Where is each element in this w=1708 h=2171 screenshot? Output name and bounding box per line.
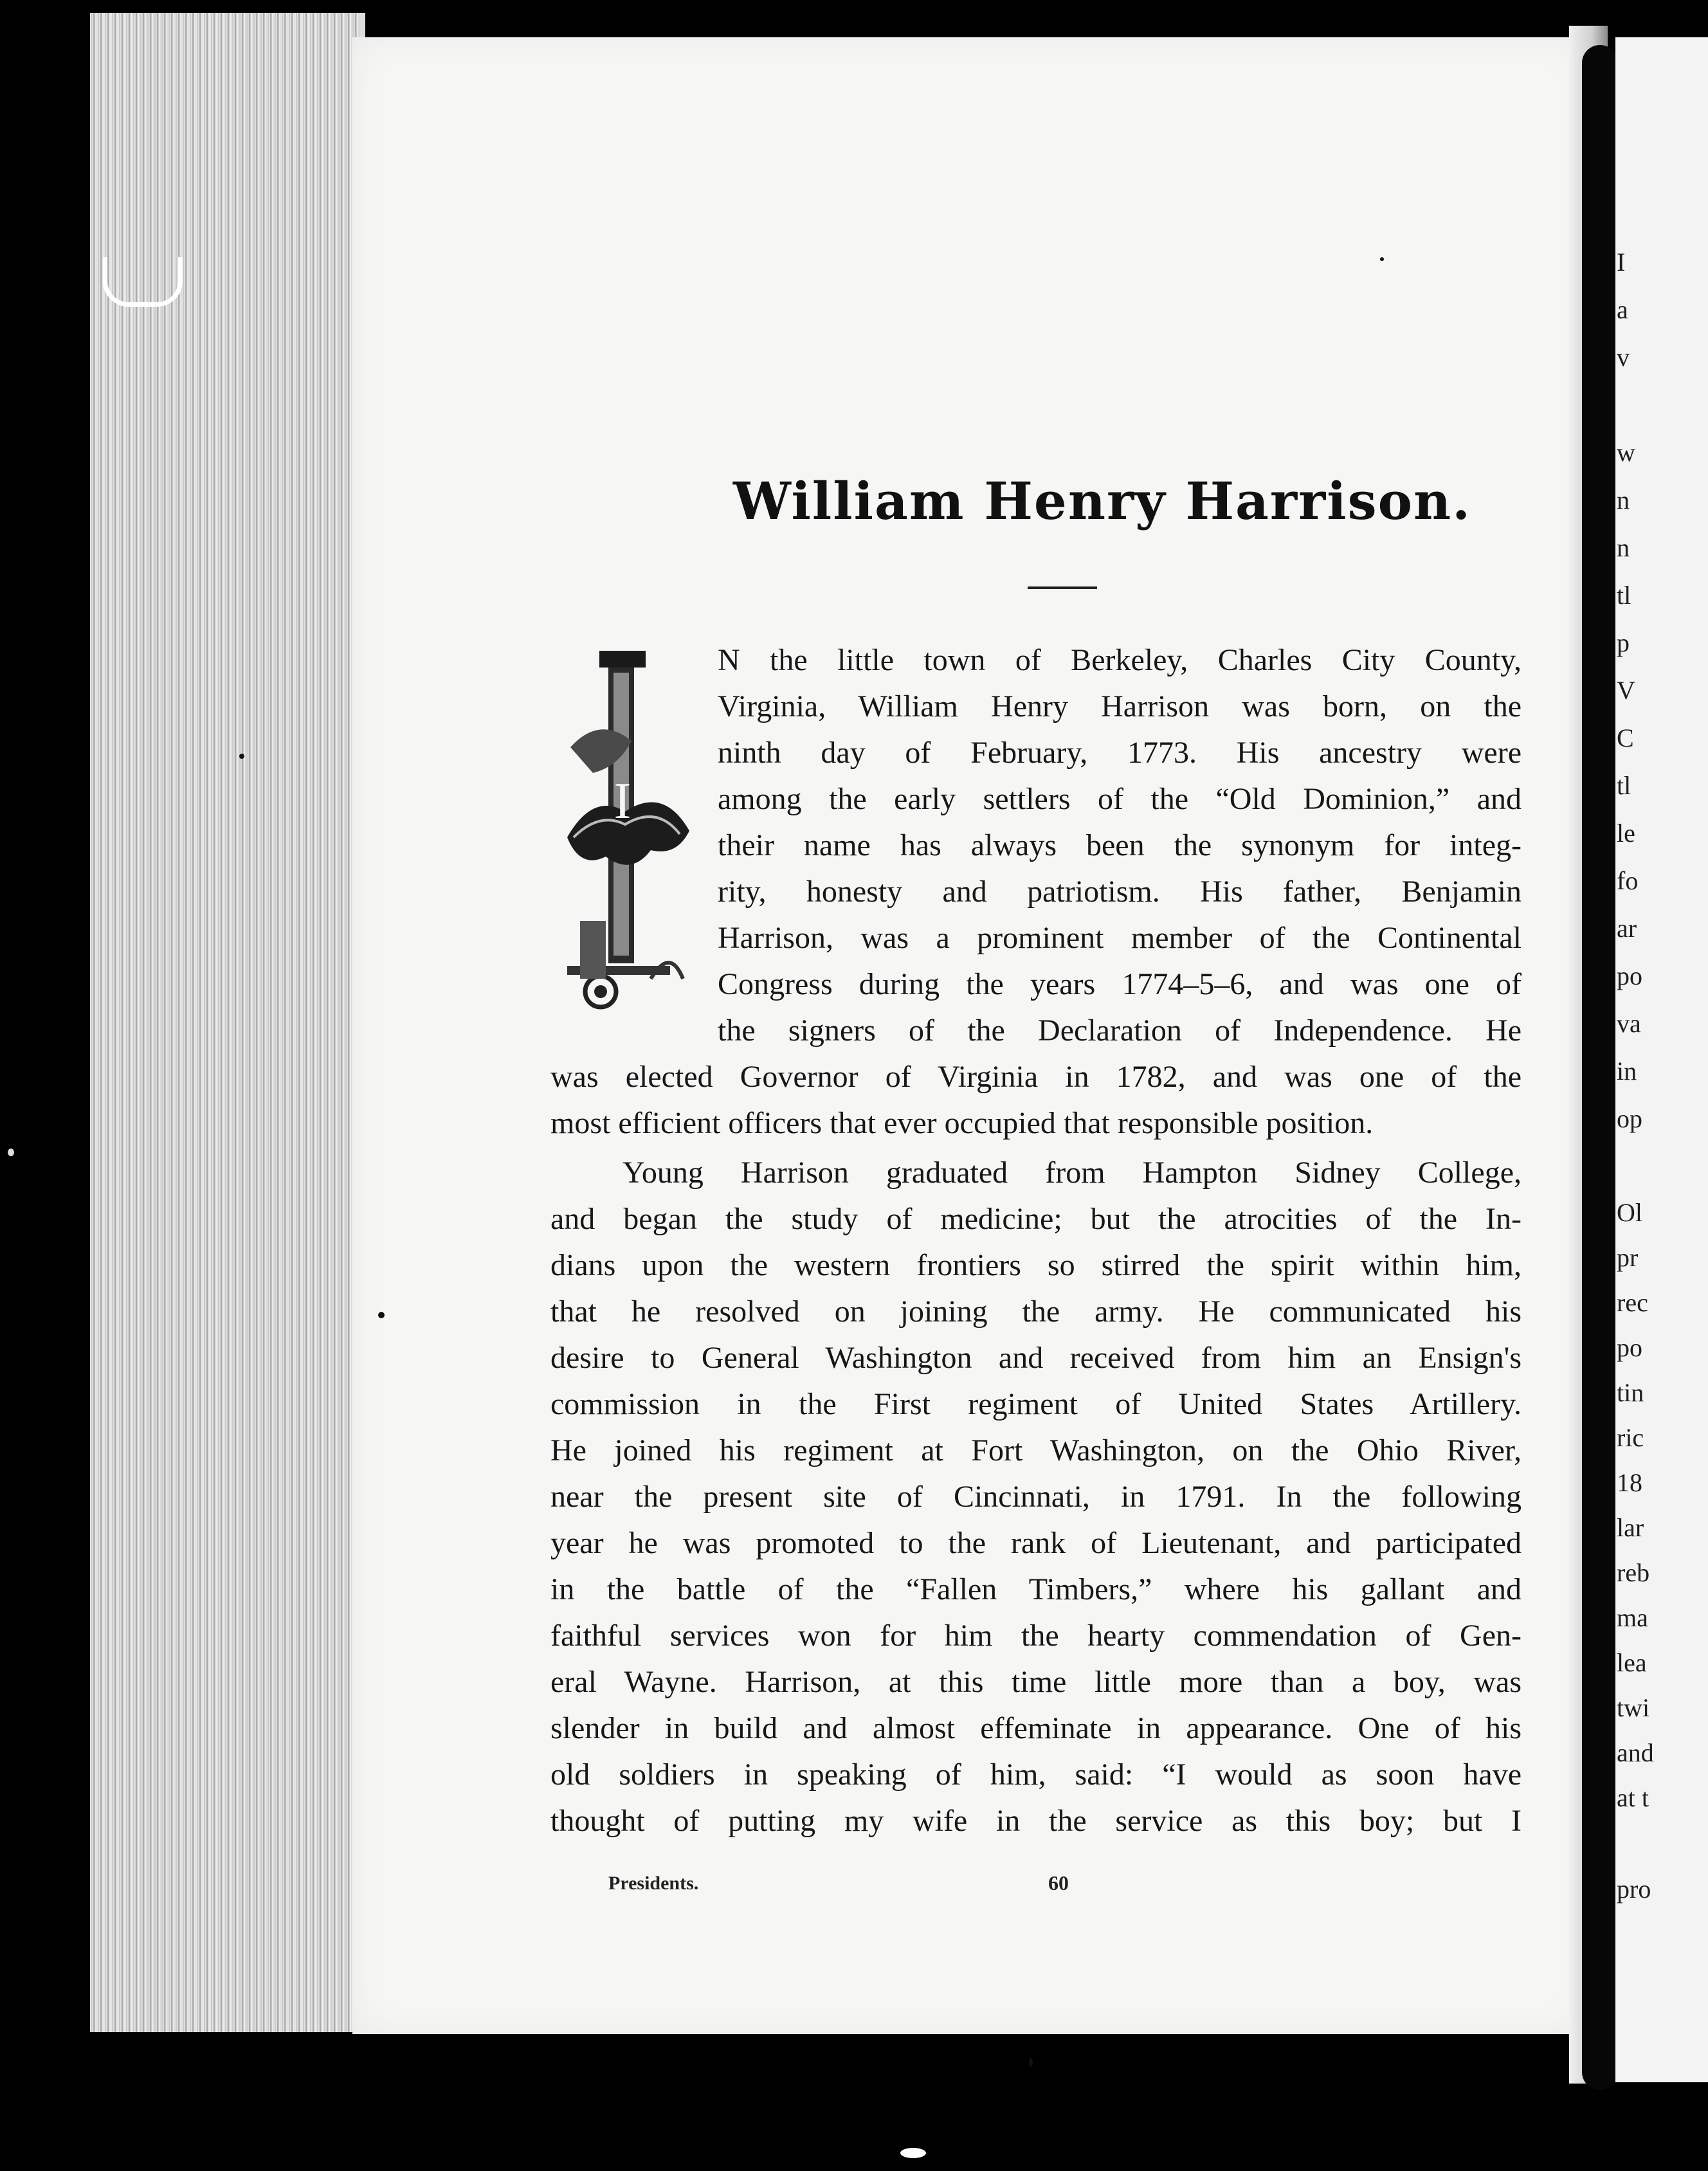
text-line: was elected Governor of Virginia in 1782, and was one of the <box>550 1060 1522 1094</box>
facing-text: C <box>1617 723 1634 752</box>
text-line: that he resolved on joining the army. He communicated his <box>550 1294 1522 1329</box>
facing-text: and <box>1617 1738 1654 1767</box>
scan-speck <box>8 1149 14 1156</box>
text-line: among the early settlers of the “Old Dominion,” and <box>718 782 1522 816</box>
facing-text: op <box>1617 1104 1642 1133</box>
facing-text: rec <box>1617 1288 1648 1317</box>
text-line: Harrison, was a prominent member of the Continental <box>718 921 1522 955</box>
facing-text: at t <box>1617 1783 1649 1812</box>
facing-text: ma <box>1617 1603 1648 1632</box>
text-line: most efficient officers that ever occupied that responsible position. <box>550 1106 1374 1140</box>
drop-cap-illustration <box>554 644 696 1029</box>
page-edges <box>90 13 365 2032</box>
facing-text: po <box>1617 961 1642 990</box>
text-line: desire to General Washington and received from him an Ensign's <box>550 1341 1522 1375</box>
edge-mark <box>103 257 183 307</box>
facing-text: in <box>1617 1057 1637 1086</box>
text-line: year he was promoted to the rank of Lieutenant, and participated <box>550 1526 1522 1560</box>
text-line: in the battle of the “Fallen Timbers,” where his gallant and <box>550 1572 1522 1606</box>
facing-text: I <box>1617 248 1626 277</box>
facing-text: a <box>1617 295 1628 324</box>
scan-speck <box>1380 257 1384 261</box>
facing-text: reb <box>1617 1558 1650 1587</box>
facing-text: tl <box>1617 581 1631 610</box>
facing-text: va <box>1617 1009 1641 1038</box>
scan-speck <box>1029 2058 1033 2067</box>
text-line: near the present site of Cincinnati, in 1791. In the following <box>550 1480 1522 1514</box>
facing-text: pr <box>1617 1243 1639 1272</box>
text-line: faithful services won for him the hearty commendation of Gen- <box>550 1619 1522 1653</box>
text-line: Young Harrison graduated from Hampton Sidney College, <box>622 1156 1522 1190</box>
text-line: their name has always been the synonym for integ- <box>718 828 1522 862</box>
book-gutter <box>1582 45 1618 2090</box>
facing-text: le <box>1617 819 1635 848</box>
facing-text: po <box>1617 1333 1642 1362</box>
facing-text: w <box>1617 438 1635 467</box>
facing-text: v <box>1617 343 1630 372</box>
facing-text: n <box>1617 533 1630 562</box>
scan-speck <box>900 2148 926 2158</box>
facing-text: n <box>1617 486 1630 514</box>
facing-text: twi <box>1617 1693 1650 1722</box>
facing-text: 18 <box>1617 1468 1642 1497</box>
title-rule <box>1028 586 1097 589</box>
text-line: He joined his regiment at Fort Washington, on the Ohio River, <box>550 1433 1522 1467</box>
text-line: eral Wayne. Harrison, at this time little more than a boy, was <box>550 1665 1522 1699</box>
facing-text: tin <box>1617 1378 1644 1407</box>
facing-text: ar <box>1617 914 1637 943</box>
text-line: dians upon the western frontiers so stirred the spirit within him, <box>550 1248 1522 1282</box>
text-line: commission in the First regiment of United States Artillery. <box>550 1387 1522 1421</box>
drop-cap-letter: I <box>613 773 631 830</box>
signature-mark: Presidents. <box>608 1873 699 1894</box>
text-line: old soldiers in speaking of him, said: “I would as soon have <box>550 1758 1522 1792</box>
facing-text: lar <box>1617 1513 1644 1542</box>
facing-text: ric <box>1617 1423 1644 1452</box>
text-line: rity, honesty and patriotism. His father, Benjamin <box>718 875 1522 909</box>
text-line: Virginia, William Henry Harrison was born, on the <box>718 689 1522 723</box>
facing-text: Ol <box>1617 1198 1642 1227</box>
text-line: N the little town of Berkeley, Charles City County, <box>718 643 1522 677</box>
text-line: slender in build and almost effeminate in appearance. One of his <box>550 1711 1522 1745</box>
scan-speck <box>378 1312 385 1318</box>
text-line: Congress during the years 1774–5–6, and was one of <box>718 967 1522 1001</box>
scan-speck <box>239 754 244 759</box>
facing-text: lea <box>1617 1648 1647 1677</box>
facing-text: p <box>1617 628 1630 657</box>
facing-page <box>1615 37 1708 2082</box>
facing-text: tl <box>1617 771 1631 800</box>
facing-text: fo <box>1617 866 1639 895</box>
text-line: the signers of the Declaration of Independence. He <box>718 1013 1522 1048</box>
text-line: thought of putting my wife in the service as this boy; but I <box>550 1804 1522 1838</box>
page-number: 60 <box>1048 1871 1069 1894</box>
text-line: and began the study of medicine; but the atrocities of the In- <box>550 1202 1522 1236</box>
text-line: ninth day of February, 1773. His ancestry were <box>718 736 1522 770</box>
facing-text: pro <box>1617 1875 1651 1903</box>
facing-text: V <box>1617 676 1635 705</box>
ornamental-drop-cap <box>554 644 696 1029</box>
page-title: William Henry Harrison. <box>733 471 1471 531</box>
